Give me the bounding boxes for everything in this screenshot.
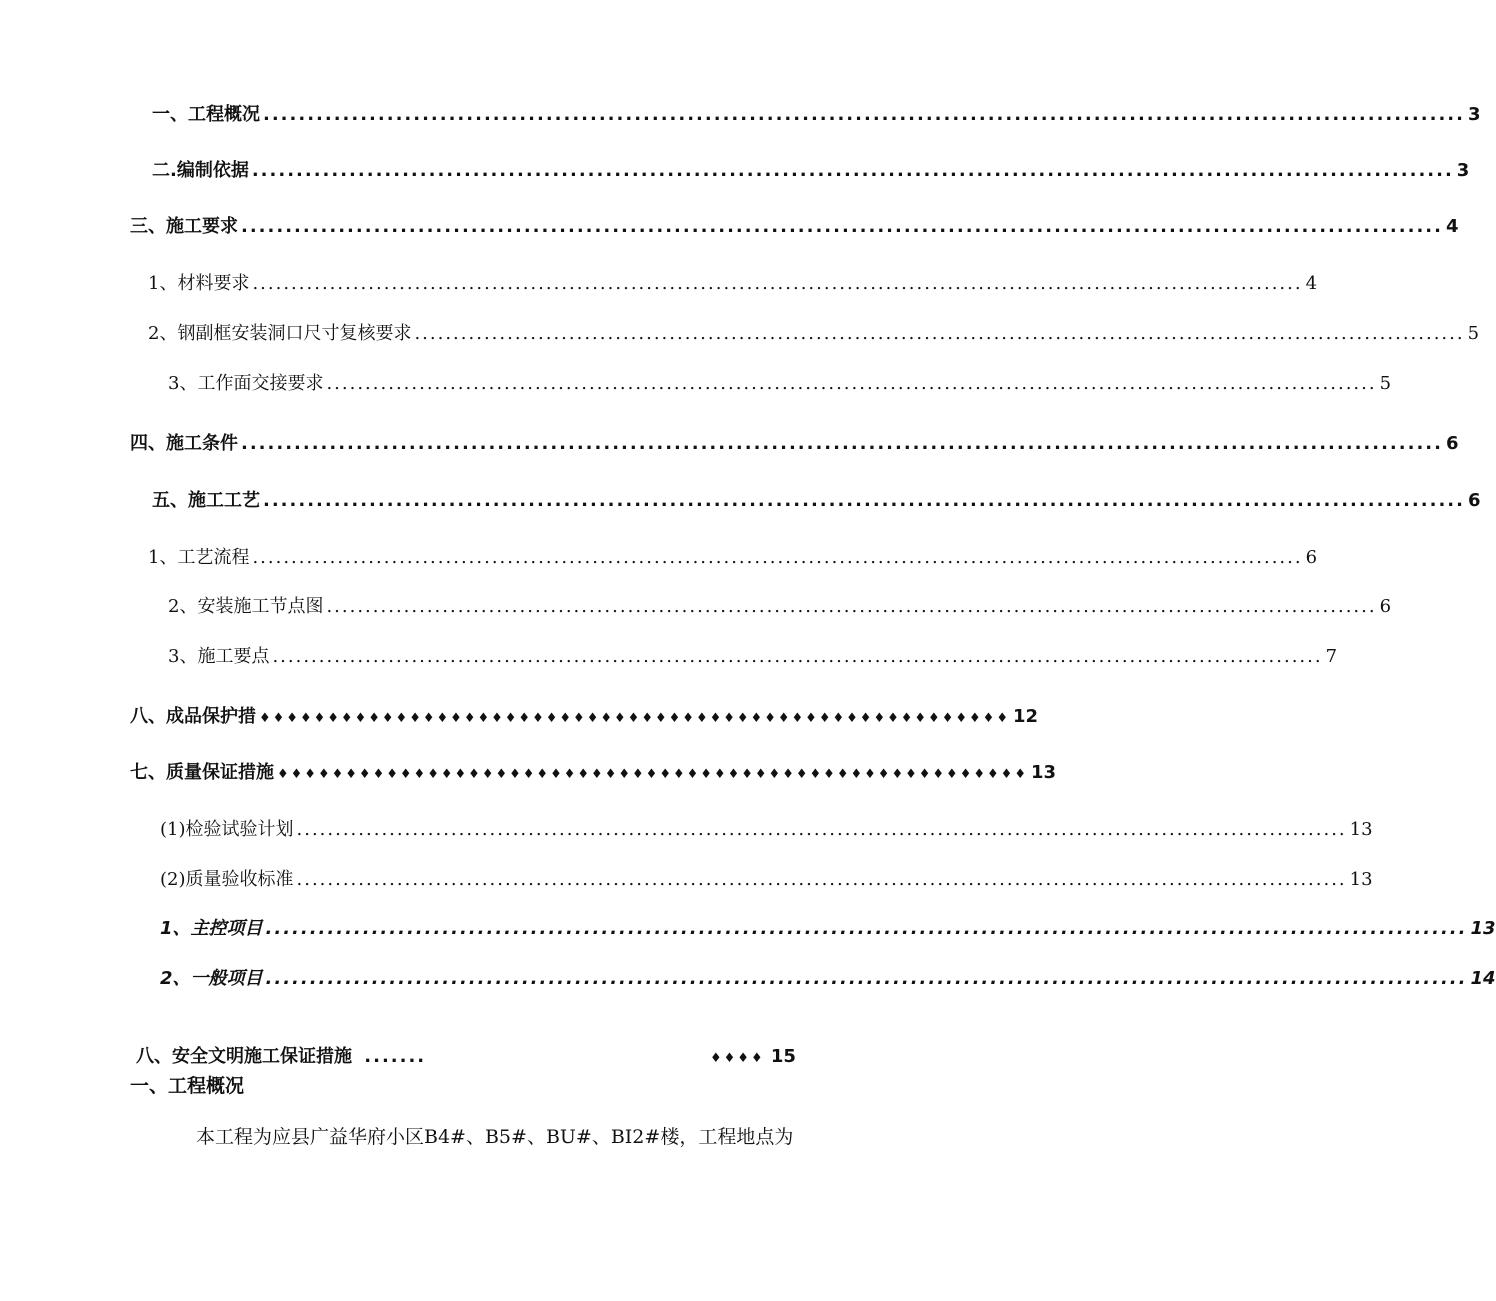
toc-leader: ........................................................................................................................................ xyxy=(252,273,1303,294)
toc-title: 2、钢副框安装洞口尺寸复核要求 xyxy=(148,323,412,344)
toc-entry[interactable] xyxy=(152,489,1481,513)
toc-title: 1、主控项目 xyxy=(160,918,263,939)
toc-entry-last[interactable] xyxy=(136,1045,426,1069)
toc-page: 6 xyxy=(1467,490,1481,511)
toc-leader: ........................................................................................................................................ xyxy=(265,968,1468,989)
toc-page-last xyxy=(710,1045,796,1071)
toc-page: 5 xyxy=(1379,373,1392,394)
toc-title: 2、安装施工节点图 xyxy=(168,596,324,617)
toc-title: (2)质量验收标准 xyxy=(160,869,294,890)
toc-page: 12 xyxy=(1013,706,1039,727)
toc-title: (1)检验试验计划 xyxy=(160,819,294,840)
toc-leader: ........................................................................................................................................ xyxy=(326,373,1377,394)
toc-page: 13 xyxy=(1470,918,1496,939)
toc-title: 八、成品保护措 xyxy=(130,706,256,727)
toc-entry[interactable] xyxy=(160,917,1496,941)
toc-leader: ........................................................................................................................................ xyxy=(252,547,1303,568)
toc-leader: ........................................................................................................................................ xyxy=(296,869,1347,890)
toc-entry[interactable] xyxy=(130,215,1459,239)
toc-leader: ♦♦♦♦♦♦♦♦♦♦♦♦♦♦♦♦♦♦♦♦♦♦♦♦♦♦♦♦♦♦♦♦♦♦♦♦♦♦♦♦♦♦♦♦♦♦♦♦♦♦♦♦♦♦♦ xyxy=(277,767,1028,782)
toc-entry[interactable] xyxy=(130,432,1459,456)
toc-leader: ........................................................................................................................................ xyxy=(326,596,1377,617)
toc-page: 15 xyxy=(770,1046,796,1067)
toc-entry[interactable] xyxy=(168,372,1392,396)
toc-entry[interactable] xyxy=(160,868,1373,892)
toc-entry[interactable] xyxy=(152,159,1470,183)
toc-title: 二.编制依据 xyxy=(152,160,249,181)
toc-entry[interactable] xyxy=(160,818,1373,842)
toc-entry[interactable] xyxy=(148,546,1318,570)
toc-page: 6 xyxy=(1445,433,1459,454)
toc-page: 13 xyxy=(1349,819,1373,840)
toc-entry[interactable] xyxy=(130,705,1039,731)
section-heading: 一、工程概况 xyxy=(130,1075,245,1097)
toc-page: 4 xyxy=(1445,216,1459,237)
toc-page: 3 xyxy=(1467,104,1481,125)
toc-title: 四、施工条件 xyxy=(130,433,238,454)
toc-leader: ....... xyxy=(364,1046,427,1067)
toc-leader: ♦♦♦♦♦♦♦♦♦♦♦♦♦♦♦♦♦♦♦♦♦♦♦♦♦♦♦♦♦♦♦♦♦♦♦♦♦♦♦♦♦♦♦♦♦♦♦♦♦♦♦♦♦♦♦ xyxy=(259,711,1010,726)
toc-page: 6 xyxy=(1379,596,1392,617)
toc-title: 1、材料要求 xyxy=(148,273,250,294)
toc-entry[interactable] xyxy=(160,967,1496,991)
toc-page: 13 xyxy=(1031,762,1057,783)
toc-leader: ........................................................................................................................................ xyxy=(241,433,1443,454)
toc-page: 13 xyxy=(1349,869,1373,890)
toc-leader: ........................................................................................................................................ xyxy=(251,160,1454,181)
toc-title: 1、工艺流程 xyxy=(148,547,250,568)
toc-title: 七、质量保证措施 xyxy=(130,762,274,783)
toc-entry[interactable] xyxy=(168,645,1338,669)
toc-page: 6 xyxy=(1305,547,1318,568)
toc-title: 五、施工工艺 xyxy=(152,490,260,511)
toc-leader: ........................................................................................................................................ xyxy=(414,323,1465,344)
toc-title: 2、一般项目 xyxy=(160,968,263,989)
toc-title: 一、工程概况 xyxy=(152,104,260,125)
body-paragraph: 本工程为应县广益华府小区B4#、B5#、BU#、BI2#楼，工程地点为 xyxy=(196,1126,794,1148)
toc-leader: ♦♦♦♦ xyxy=(710,1051,765,1066)
toc-title: 3、施工要点 xyxy=(168,646,270,667)
toc-leader: ........................................................................................................................................ xyxy=(241,216,1443,237)
toc-leader: ........................................................................................................................................ xyxy=(263,104,1465,125)
toc-leader: ........................................................................................................................................ xyxy=(265,918,1468,939)
toc-title: 3、工作面交接要求 xyxy=(168,373,324,394)
toc-leader: ........................................................................................................................................ xyxy=(272,646,1323,667)
toc-leader: ........................................................................................................................................ xyxy=(263,490,1465,511)
toc-title: 八、安全文明施工保证措施 xyxy=(136,1046,352,1067)
toc-title: 三、施工要求 xyxy=(130,216,238,237)
toc-page: 3 xyxy=(1456,160,1470,181)
toc-entry[interactable] xyxy=(130,761,1057,787)
toc-leader: ........................................................................................................................................ xyxy=(296,819,1347,840)
toc-entry[interactable] xyxy=(152,103,1481,127)
toc-page: 4 xyxy=(1305,273,1318,294)
toc-entry[interactable] xyxy=(168,595,1392,619)
toc-page: 7 xyxy=(1325,646,1338,667)
toc-entry[interactable] xyxy=(148,322,1480,346)
toc-entry[interactable] xyxy=(148,272,1318,296)
toc-page: 14 xyxy=(1470,968,1496,989)
toc-page: 5 xyxy=(1467,323,1480,344)
